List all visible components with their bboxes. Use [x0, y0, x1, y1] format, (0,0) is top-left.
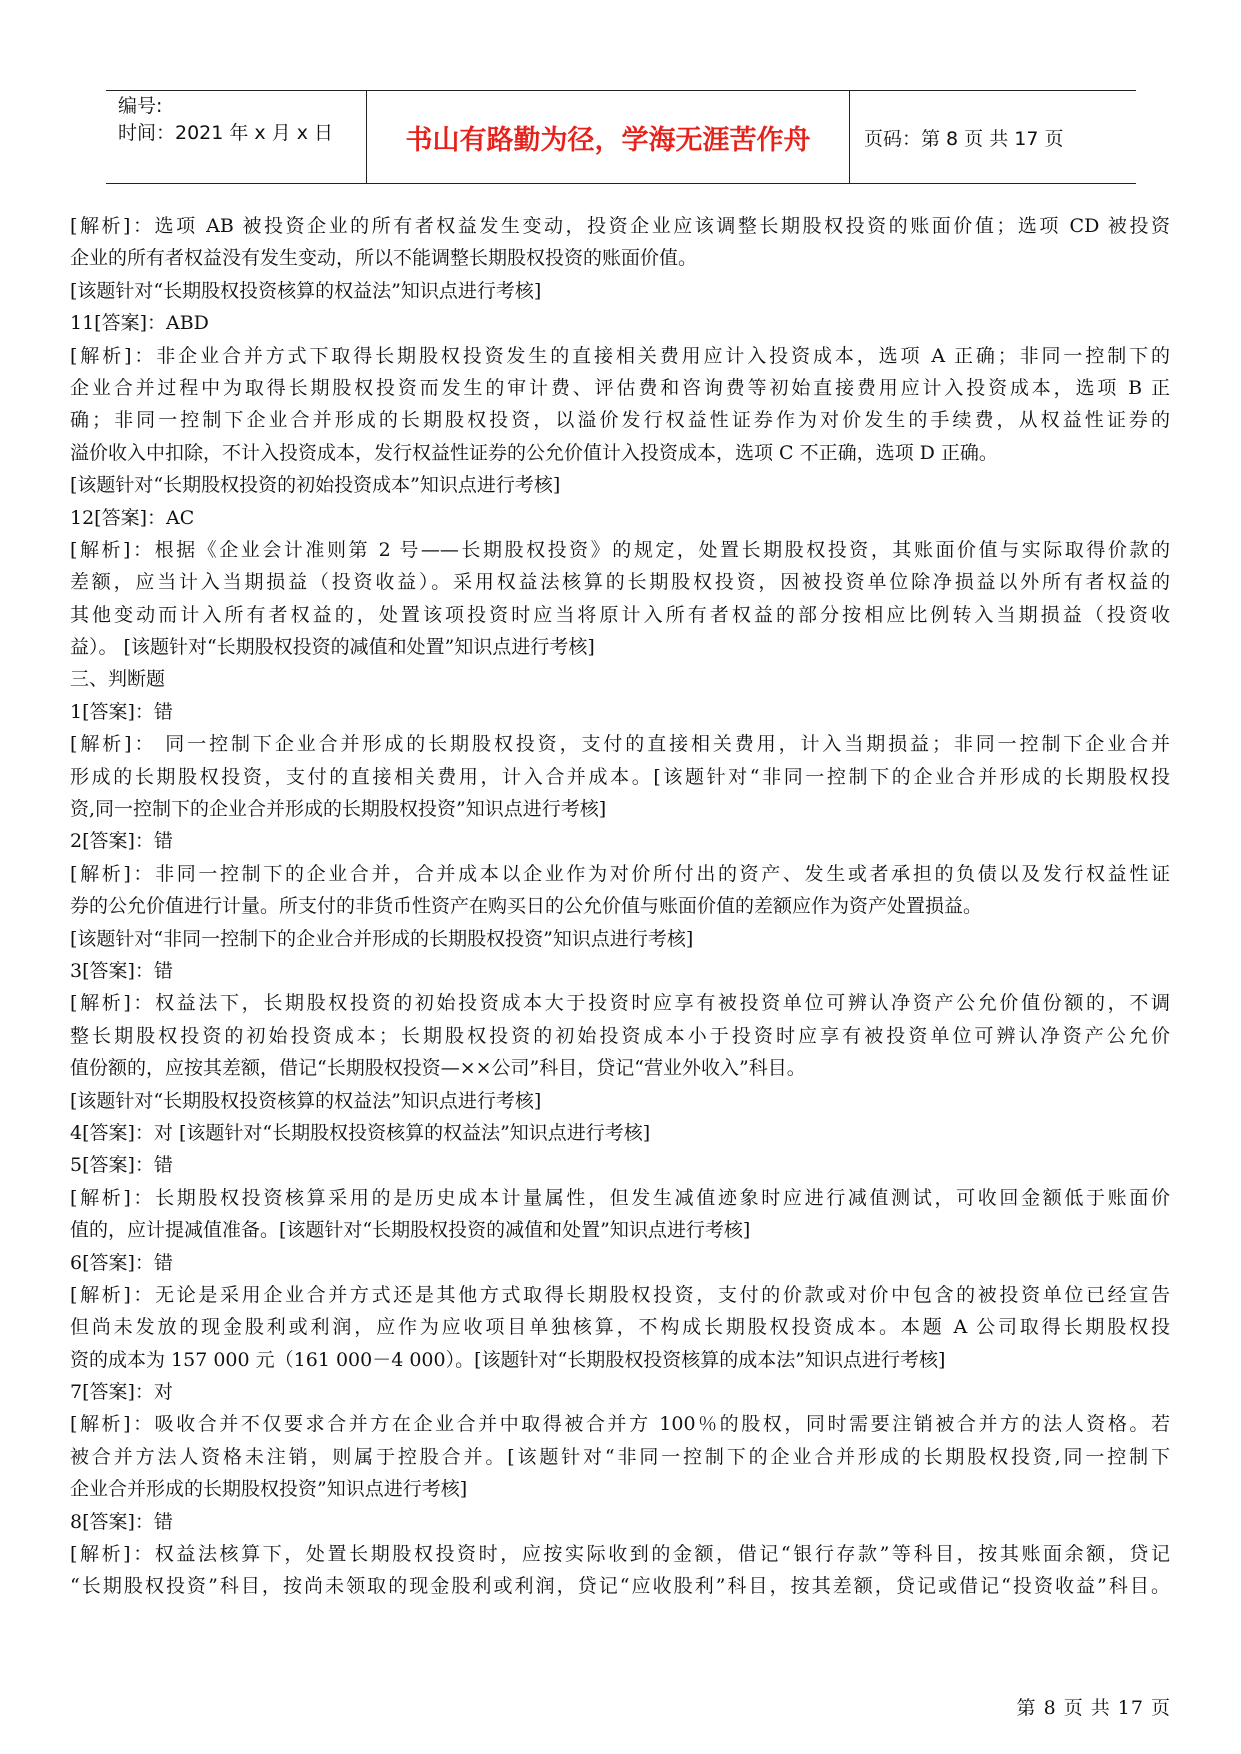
header-motto-cell — [366, 91, 850, 183]
text-line: [解析]：非企业合并方式下取得长期股权投资发生的直接相关费用应计入投资成本，选项 A 正确；非同一控制下的 — [70, 344, 1170, 367]
text-line: 但尚未发放的现金股利或利润，应作为应收项目单独核算，不构成长期股权投资成本。本题 A 公司取得长期股权投 — [70, 1316, 1170, 1339]
motto-text: 书山有路勤为径，学海无涯苦作舟 — [405, 124, 811, 156]
text-line: 12[答案]：AC — [70, 506, 195, 529]
text-line: 整长期股权投资的初始投资成本；长期股权投资的初始投资成本小于投资时应享有被投资单位可辨认净资产公允价 — [70, 1024, 1170, 1047]
document-body — [70, 210, 1170, 1603]
text-line: 8[答案]：错 — [70, 1510, 173, 1533]
text-line: 企业的所有者权益没有发生变动，所以不能调整长期股权投资的账面价值。 — [70, 247, 698, 270]
text-line: 形成的长期股权投资，支付的直接相关费用，计入合并成本。[该题针对“非同一控制下的企业合并形成的长期股权投 — [70, 765, 1170, 788]
text-line: 差额，应当计入当期损益（投资收益）。采用权益法核算的长期股权投资，因被投资单位除净损益以外所有者权益的 — [70, 571, 1170, 594]
text-line: 值份额的，应按其差额，借记“长期股权投资—××公司”科目，贷记“营业外收入”科目。 — [70, 1057, 806, 1080]
text-line: [解析]： 同一控制下企业合并形成的长期股权投资，支付的直接相关费用，计入当期损益；非同一控制下企业合并 — [70, 733, 1170, 756]
page-code: 页码：第 8 页 共 17 页 — [864, 127, 1064, 150]
text-line: [解析]：长期股权投资核算采用的是历史成本计量属性，但发生减值迹象时应进行减值测试，可收回金额低于账面价 — [70, 1186, 1170, 1209]
text-line: [解析]：选项 AB 被投资企业的所有者权益发生变动，投资企业应该调整长期股权投资的账面价值；选项 CD 被投资 — [70, 215, 1170, 237]
text-line: 三、判断题 — [70, 668, 166, 691]
header-page-cell — [850, 91, 1136, 183]
number-label: 编号: — [118, 95, 163, 117]
text-line: 11[答案]：ABD — [70, 312, 209, 335]
text-line: 溢价收入中扣除，不计入投资成本，发行权益性证券的公允价值计入投资成本，选项 C 不正确，选项 D 正确。 — [70, 441, 998, 464]
text-line: [解析]：吸收合并不仅要求合并方在企业合并中取得被合并方 100％的股权，同时需要注销被合并方的法人资格。若 — [70, 1413, 1170, 1436]
header-left-cell — [106, 91, 366, 183]
text-line: 6[答案]：错 — [70, 1251, 173, 1274]
text-line: 5[答案]：错 — [70, 1154, 173, 1177]
text-line: [该题针对“非同一控制下的企业合并形成的长期股权投资”知识点进行考核] — [70, 927, 694, 950]
text-line: 7[答案]：对 — [70, 1381, 173, 1404]
text-line: 3[答案]：错 — [70, 959, 173, 982]
text-line: 企业合并过程中为取得长期股权投资而发生的审计费、评估费和咨询费等初始直接费用应计入投资成本，选项 B 正 — [70, 376, 1170, 399]
text-line: 券的公允价值进行计量。所支付的非货币性资产在购买日的公允价值与账面价值的差额应作为资产处置损益。 — [70, 895, 983, 918]
text-line: 其他变动而计入所有者权益的，处置该项投资时应当将原计入所有者权益的部分按相应比例转入当期损益（投资收 — [70, 603, 1170, 626]
text-line: [解析]：权益法核算下，处置长期股权投资时，应按实际收到的金额，借记“银行存款”等科目，按其账面余额，贷记 — [70, 1543, 1170, 1566]
text-line: 4[答案]：对 [该题针对“长期股权投资核算的权益法”知识点进行考核] — [70, 1121, 651, 1144]
text-line: [解析]：权益法下，长期股权投资的初始投资成本大于投资时应享有被投资单位可辨认净资产公允价值份额的，不调 — [70, 992, 1170, 1015]
text-line: 2[答案]：错 — [70, 830, 173, 853]
text-line: “长期股权投资”科目，按尚未领取的现金股利或利润，贷记“应收股利”科目，按其差额，贷记或借记“投资收益”科目。 — [70, 1575, 1170, 1598]
text-line: 企业合并形成的长期股权投资”知识点进行考核] — [70, 1478, 468, 1501]
text-line: [该题针对“长期股权投资的初始投资成本”知识点进行考核] — [70, 474, 561, 497]
text-line: [解析]：无论是采用企业合并方式还是其他方式取得长期股权投资，支付的价款或对价中包含的被投资单位已经宣告 — [70, 1283, 1170, 1306]
text-line: 益）。 [该题针对“长期股权投资的减值和处置”知识点进行考核] — [70, 636, 595, 659]
text-line: [解析]：根据《企业会计准则第 2 号——长期股权投资》的规定，处置长期股权投资，其账面价值与实际取得价款的 — [70, 538, 1170, 561]
text-line: [该题针对“长期股权投资核算的权益法”知识点进行考核] — [70, 1089, 542, 1112]
text-line: 资,同一控制下的企业合并形成的长期股权投资”知识点进行考核] — [70, 798, 607, 821]
text-line: 值的，应计提减值准备。[该题针对“长期股权投资的减值和处置”知识点进行考核] — [70, 1219, 751, 1242]
text-line: [解析]：非同一控制下的企业合并，合并成本以企业作为对价所付出的资产、发生或者承担的负债以及发行权益性证 — [70, 862, 1170, 885]
text-line: 1[答案]：错 — [70, 700, 173, 723]
page-footer: 第 8 页 共 17 页 — [1016, 1697, 1171, 1719]
text-line: [该题针对“长期股权投资核算的权益法”知识点进行考核] — [70, 279, 542, 302]
text-line: 资的成本为 157 000 元（161 000－4 000）。[该题针对“长期股权投资核算的成本法”知识点进行考核] — [70, 1348, 946, 1371]
text-line: 被合并方法人资格未注销，则属于控股合并。[该题针对“非同一控制下的企业合并形成的长期股权投资,同一控制下 — [70, 1445, 1170, 1468]
time-label: 时间：2021 年 x 月 x 日 — [118, 122, 334, 144]
text-line: 确；非同一控制下企业合并形成的长期股权投资，以溢价发行权益性证券作为对价发生的手续费，从权益性证券的 — [70, 409, 1170, 432]
page-header — [106, 90, 1136, 184]
